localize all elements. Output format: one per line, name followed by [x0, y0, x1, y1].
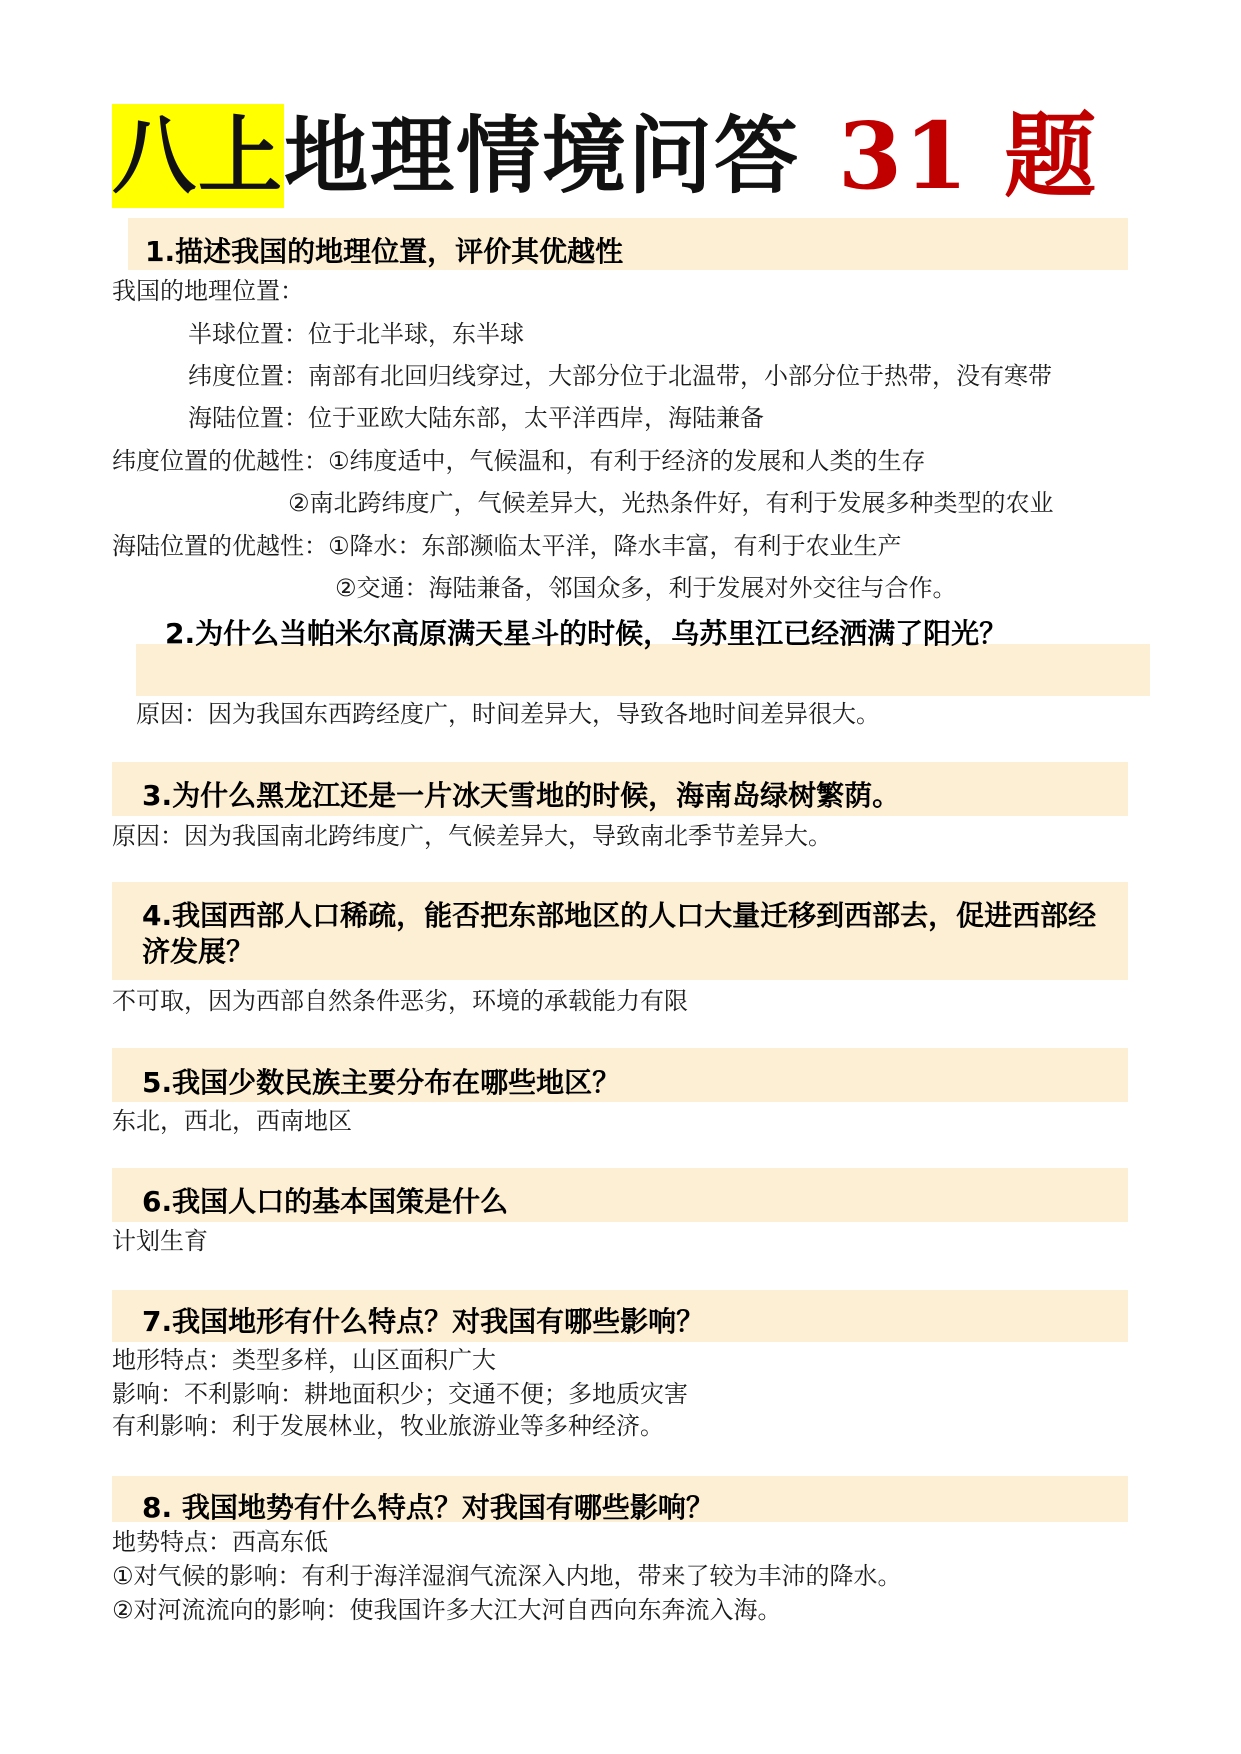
page-title — [112, 104, 1098, 208]
q1-line-6: ②南北跨纬度广，气候差异大，光热条件好，有利于发展多种类型的农业 — [288, 489, 1054, 517]
q4-answer: 不可取，因为西部自然条件恶劣，环境的承载能力有限 — [112, 987, 688, 1015]
question-5: 5.我国少数民族主要分布在哪些地区？ — [142, 1066, 621, 1099]
q1-line-4: 海陆位置：位于亚欧大陆东部，太平洋西岸，海陆兼备 — [188, 404, 764, 432]
title-number: 31 题 — [838, 102, 1099, 210]
q1-line-5: 纬度位置的优越性：①纬度适中，气候温和，有利于经济的发展和人类的生存 — [112, 447, 926, 475]
q2-answer: 原因：因为我国东西跨经度广，时间差异大，导致各地时间差异很大。 — [136, 700, 880, 728]
q7-line-2: 影响：不利影响：耕地面积少；交通不便；多地质灾害 — [112, 1380, 688, 1408]
q8-line-3: ②对河流流向的影响：使我国许多大江大河自西向东奔流入海。 — [112, 1596, 782, 1624]
q1-line-8: ②交通：海陆兼备，邻国众多，利于发展对外交往与合作。 — [335, 574, 957, 602]
question-6: 6.我国人口的基本国策是什么 — [142, 1185, 509, 1218]
question-3: 3.为什么黑龙江还是一片冰天雪地的时候，海南岛绿树繁荫。 — [142, 779, 901, 812]
q8-line-1: 地势特点：西高东低 — [112, 1528, 328, 1556]
q8-line-2: ①对气候的影响：有利于海洋湿润气流深入内地，带来了较为丰沛的降水。 — [112, 1562, 902, 1590]
title-highlight: 八上 — [112, 104, 284, 208]
q6-answer: 计划生育 — [112, 1227, 208, 1255]
question-8: 8. 我国地势有什么特点？对我国有哪些影响？ — [142, 1491, 714, 1524]
question-1: 1.描述我国的地理位置，评价其优越性 — [145, 235, 624, 268]
q3-answer: 原因：因为我国南北跨纬度广，气候差异大，导致南北季节差异大。 — [112, 822, 832, 850]
title-main: 地理情境问答 — [284, 106, 801, 205]
q1-line-7: 海陆位置的优越性：①降水：东部濒临太平洋，降水丰富，有利于农业生产 — [112, 532, 902, 560]
q1-line-3: 纬度位置：南部有北回归线穿过，大部分位于北温带，小部分位于热带，没有寒带 — [188, 362, 1052, 390]
q7-line-1: 地形特点：类型多样，山区面积广大 — [112, 1346, 496, 1374]
q1-line-1: 我国的地理位置： — [112, 277, 304, 305]
q7-line-3: 有利影响：利于发展林业，牧业旅游业等多种经济。 — [112, 1412, 664, 1440]
question-4: 4.我国西部人口稀疏，能否把东部地区的人口大量迁移到西部去，促进西部经济发展？ — [142, 899, 1097, 968]
q1-line-2: 半球位置：位于北半球，东半球 — [188, 320, 524, 348]
question-7: 7.我国地形有什么特点？对我国有哪些影响？ — [142, 1305, 705, 1338]
q5-answer: 东北，西北，西南地区 — [112, 1107, 352, 1135]
question-2: 2.为什么当帕米尔高原满天星斗的时候，乌苏里江已经洒满了阳光？ — [165, 617, 1008, 650]
